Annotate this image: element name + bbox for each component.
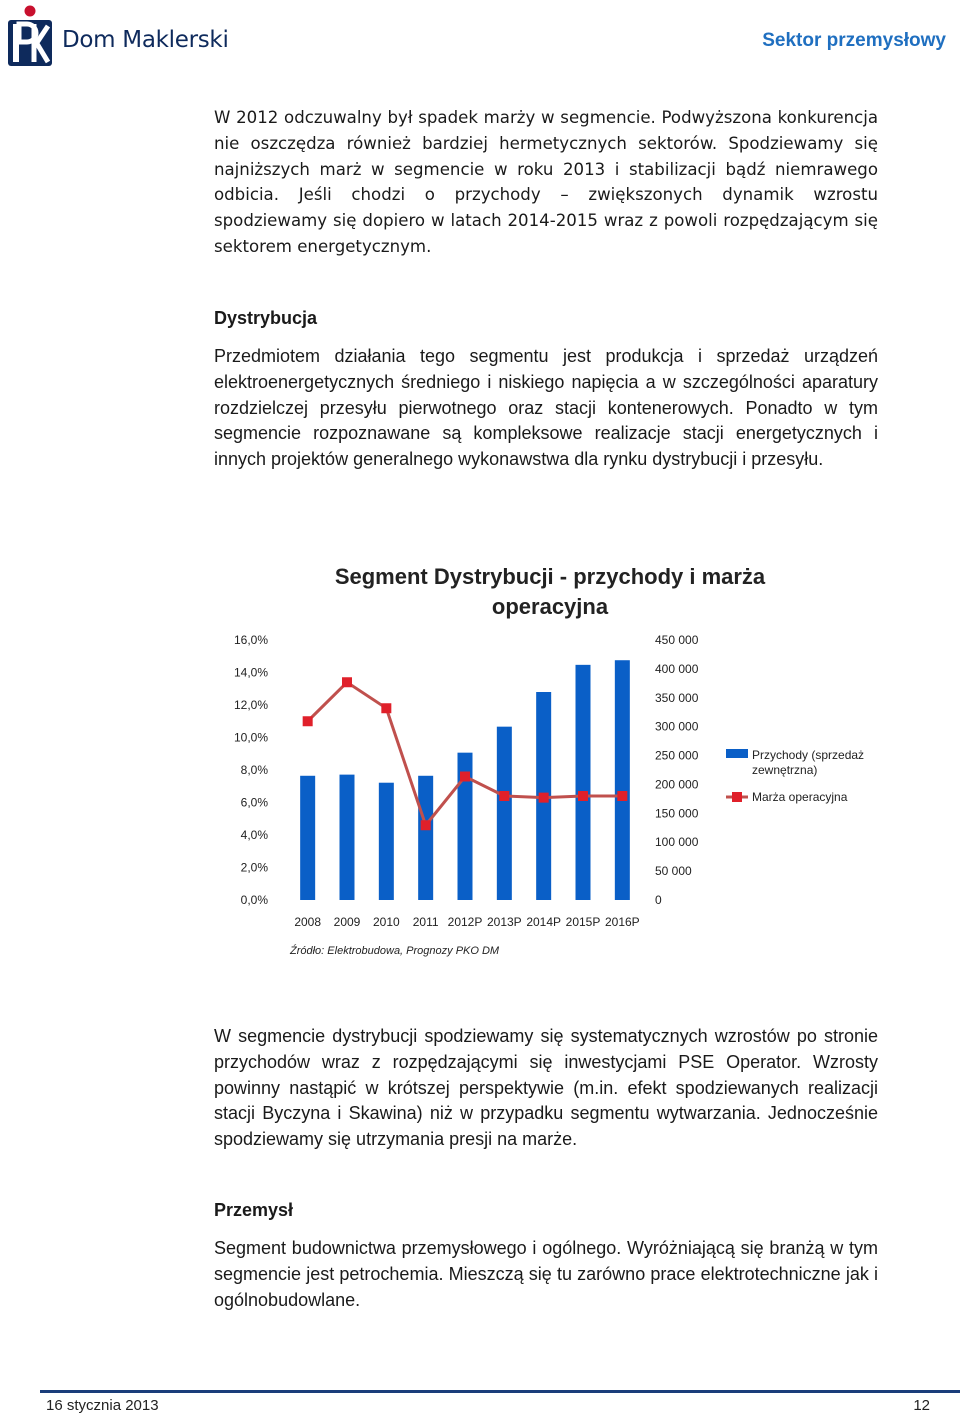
y-right-tick-label: 400 000 (655, 661, 699, 676)
y-right-tick-label: 250 000 (655, 748, 699, 763)
margin-point (421, 820, 431, 830)
brand-name: Dom Maklerski (62, 27, 229, 53)
y-left-tick-label: 14,0% (233, 665, 268, 680)
y-right-tick-label: 100 000 (655, 835, 699, 850)
margin-point (381, 703, 391, 713)
margin-point (617, 791, 627, 801)
margin-point (460, 772, 470, 782)
revenue-bar (497, 727, 512, 900)
y-left-tick-label: 4,0% (240, 828, 268, 842)
revenue-bar (615, 660, 630, 900)
x-tick-label: 2010 (372, 915, 400, 929)
x-tick-label: 2015P (565, 915, 601, 929)
y-right-tick-label: 450 000 (655, 633, 699, 647)
margin-point (578, 791, 588, 801)
x-tick-label: 2016P (604, 915, 640, 929)
revenue-bar (379, 783, 394, 900)
revenue-bar (418, 776, 433, 900)
x-tick-label: 2014P (526, 915, 562, 929)
page-number: 12 (913, 1397, 930, 1414)
margin-point (342, 677, 352, 687)
y-right-tick-label: 300 000 (655, 719, 699, 734)
revenue-bar (300, 776, 315, 900)
y-left-tick-label: 10,0% (233, 730, 268, 745)
przemysl-paragraph: Segment budownictwa przemysłowego i ogólnego. Wyróżniającą się branżą w tym segmencie jest petrochemia. Mieszczą się tu zarówno prace elektrotechniczne jak i ogólnobudowlane. (214, 1238, 878, 1310)
chart-source: Źródło: Elektrobudowa, Prognozy PKO DM (290, 945, 500, 957)
section-title: Sektor przemysłowy (762, 30, 946, 51)
intro-paragraph: W 2012 odczuwalny był spadek marży w segmencie. Podwyższona konkurencja nie oszczędza również bardziej hermetycznych sektorów. Spodziewamy się najniższych marż w segmencie w roku 2013 i stabilizacji bądź niemrawego odbicia. Jeśli chodzi o przychody – zwiększonych dynamik wzrostu spodziewamy się dopiero w latach 2014-2015 wraz z powoli rozpędzającym się sektorem energetycznym. (214, 108, 878, 256)
legend-revenue-label: Przychody (sprzedaż zewnętrzna) (752, 748, 865, 777)
margin-point (539, 793, 549, 803)
margin-point (499, 791, 509, 801)
revenue-bar (576, 665, 591, 900)
przemysl-heading: Przemysł (214, 1200, 294, 1220)
y-right-tick-label: 50 000 (655, 864, 692, 879)
legend-margin-label: Marża operacyjna (752, 790, 848, 804)
y-left-tick-label: 2,0% (240, 860, 268, 875)
x-tick-label: 2009 (333, 915, 361, 929)
legend-margin-swatch (732, 792, 742, 802)
y-right-tick-label: 200 000 (655, 777, 699, 792)
outlook-paragraph: W segmencie dystrybucji spodziewamy się systematycznych wzrostów po stronie przychodów wraz z rozpędzającymi się inwestycjami PSE Operator. Wzrosty powinny nastąpić w krótszej perspektywie (m.in. efekt spodziewanych realizacji stacji Byczyna i Skawina) niż w przypadku segmentu wytwarzania. Jednocześnie spodziewamy się utrzymania presji na marże. (214, 1026, 878, 1150)
footer-date: 16 stycznia 2013 (46, 1397, 159, 1414)
chart-title: Segment Dystrybucji - przychody i marża operacyjna (334, 564, 766, 619)
y-left-tick-label: 16,0% (233, 633, 268, 647)
legend-revenue-swatch (726, 749, 748, 758)
dystrybucja-paragraph: Przedmiotem działania tego segmentu jest produkcja i sprzedaż urządzeń elektroenergetycznych średniego i niskiego napięcia a w szczególności aparatury rozdzielczej przesyłu pierwotnego oraz stacji kontenerowych. Ponadto w tym segmencie rozpoznawane są kompleksowe realizacje stacji energetycznych i innych projektów generalnego wykonawstwa dla rynku dystrybucji i przesyłu. (214, 346, 878, 470)
y-left-tick-label: 12,0% (233, 698, 268, 712)
y-right-tick-label: 350 000 (655, 690, 699, 705)
revenue-bar (340, 775, 355, 900)
footer-divider (40, 1390, 960, 1393)
y-right-tick-label: 150 000 (655, 806, 699, 821)
margin-point (303, 716, 313, 726)
y-left-tick-label: 8,0% (240, 763, 268, 777)
x-tick-label: 2008 (294, 915, 322, 929)
y-left-tick-label: 0,0% (240, 893, 268, 907)
x-tick-label: 2011 (412, 915, 439, 929)
x-tick-label: 2013P (486, 915, 522, 929)
x-tick-label: 2012P (447, 915, 483, 929)
y-right-tick-label: 0 (655, 893, 662, 907)
y-left-tick-label: 6,0% (240, 795, 268, 810)
dystrybucja-heading: Dystrybucja (214, 308, 318, 328)
